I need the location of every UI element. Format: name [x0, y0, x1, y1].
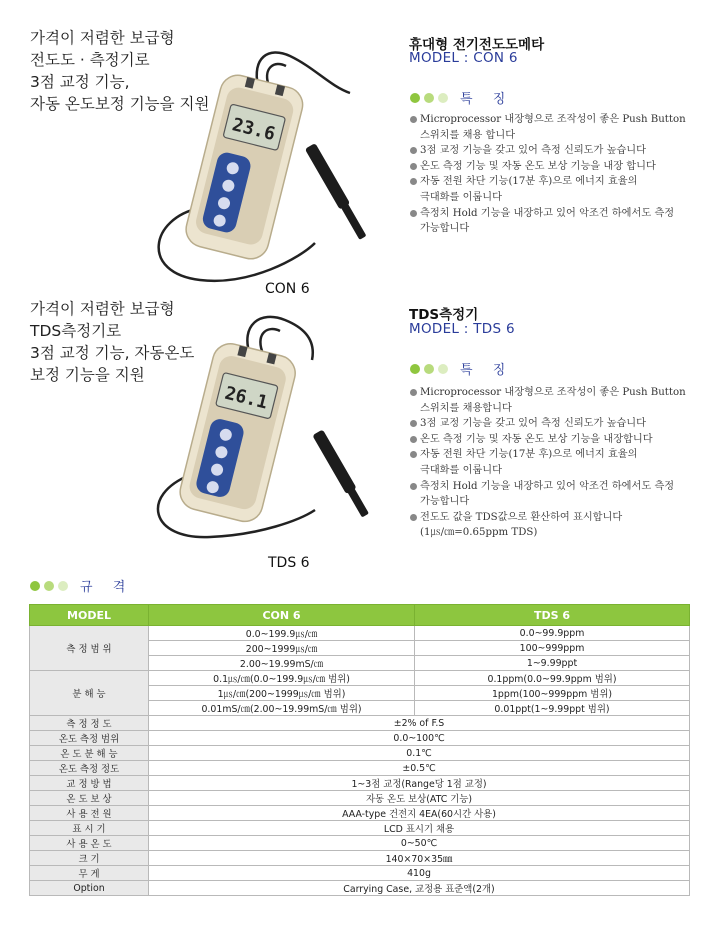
- feature-item: 3점 교정 기능을 갖고 있어 측정 신뢰도가 높습니다: [410, 143, 686, 159]
- tds6-intro-line: TDS측정기로: [30, 322, 122, 340]
- feature-item: 전도도 값을 TDS값으로 환산하여 표시합니다 (1㎲/㎝=0.65ppm TDS): [410, 510, 686, 541]
- tds6-features-label: 특 징: [460, 363, 514, 378]
- tds6-product-name: TDS 6: [268, 555, 310, 571]
- con6-intro-line: 전도도 · 측정기로: [30, 51, 150, 69]
- header-con6: CON 6: [149, 605, 415, 626]
- table-cell: 0.1℃: [149, 746, 690, 761]
- table-row: [30, 776, 690, 791]
- spec-section-label: 규 격: [80, 580, 134, 595]
- table-cell: 100~999ppm: [415, 641, 690, 656]
- header-tds6: TDS 6: [415, 605, 690, 626]
- con6-intro-line: 가격이 저렴한 보급형: [30, 29, 175, 47]
- con6-product-name: CON 6: [265, 281, 310, 297]
- row-label: 사 용 온 도: [30, 836, 149, 851]
- table-cell: ±0.5℃: [149, 761, 690, 776]
- table-row: [30, 866, 690, 881]
- table-cell: ±2% of F.S: [149, 716, 690, 731]
- table-cell: 410g: [149, 866, 690, 881]
- con6-title: 휴대형 전기전도도메타: [409, 37, 545, 53]
- table-row: [30, 716, 690, 731]
- row-label: 사 용 전 원: [30, 806, 149, 821]
- table-cell: Carrying Case, 교정용 표준액(2개): [149, 881, 690, 896]
- table-cell: 0.0~199.9㎲/㎝: [149, 626, 415, 641]
- table-cell: 140×70×35㎜: [149, 851, 690, 866]
- row-label: 무 게: [30, 866, 149, 881]
- row-label: 측 정 정 도: [30, 716, 149, 731]
- table-row: [30, 806, 690, 821]
- bullet-dot: [438, 364, 448, 374]
- bullet-dot: [438, 93, 448, 103]
- row-label: 온도 측정 범위: [30, 731, 149, 746]
- spec-heading: [30, 576, 133, 595]
- table-cell: 0.1㎲/㎝(0.0~199.9㎲/㎝ 범위): [149, 671, 415, 686]
- bullet-dot: [410, 364, 420, 374]
- bullet-dot: [424, 93, 434, 103]
- row-label: 온 도 분 해 능: [30, 746, 149, 761]
- feature-item: 측정치 Hold 기능을 내장하고 있어 악조건 하에서도 측정 가능합니다: [410, 479, 686, 510]
- con6-features-heading: [410, 88, 513, 107]
- tds6-title: TDS측정기: [409, 307, 479, 323]
- table-cell: 자동 온도 보상(ATC 기능): [149, 791, 690, 806]
- table-cell: 2.00~19.99mS/㎝: [149, 656, 415, 671]
- con6-display-value: 23.6: [230, 114, 278, 146]
- tds6-intro-line: 보정 기능을 지원: [30, 366, 145, 384]
- con6-features-label: 특 징: [460, 92, 514, 107]
- table-row: [30, 761, 690, 776]
- table-row: [30, 791, 690, 806]
- feature-item: 자동 전원 차단 기능(17분 후)으로 에너지 효율의 극대화를 이룹니다: [410, 174, 686, 205]
- tds6-feature-list: [410, 385, 686, 541]
- con6-meter-image: [140, 38, 390, 288]
- table-row: [30, 836, 690, 851]
- tds6-intro-line: 3점 교정 기능, 자동온도: [30, 344, 195, 362]
- row-label: Option: [30, 881, 149, 896]
- bullet-dot: [410, 93, 420, 103]
- table-cell: 0.0~99.9ppm: [415, 626, 690, 641]
- table-row: [30, 851, 690, 866]
- row-label: 표 시 기: [30, 821, 149, 836]
- table-row: [30, 821, 690, 836]
- bullet-dot: [58, 581, 68, 591]
- spec-table: [29, 604, 690, 896]
- table-cell: 0.01mS/㎝(2.00~19.99mS/㎝ 범위): [149, 701, 415, 716]
- table-header-row: [30, 605, 690, 626]
- table-cell: 0.1ppm(0.0~99.9ppm 범위): [415, 671, 690, 686]
- bullet-dot: [424, 364, 434, 374]
- table-row: [30, 881, 690, 896]
- tds6-model: MODEL : TDS 6: [409, 321, 515, 337]
- header-model: MODEL: [30, 605, 149, 626]
- feature-item: 온도 측정 기능 및 자동 온도 보상 기능을 내장 합니다: [410, 159, 686, 175]
- tds6-display-value: 26.1: [222, 382, 270, 414]
- table-cell: 0.0~100℃: [149, 731, 690, 746]
- row-label: 교 정 방 법: [30, 776, 149, 791]
- table-cell: 1㎲/㎝(200~1999㎲/㎝ 범위): [149, 686, 415, 701]
- feature-item: 측정치 Hold 기능을 내장하고 있어 악조건 하에서도 측정 가능합니다: [410, 206, 686, 237]
- con6-model: MODEL : CON 6: [409, 50, 518, 66]
- feature-item: 3점 교정 기능을 갖고 있어 측정 신뢰도가 높습니다: [410, 416, 686, 432]
- row-label: 크 기: [30, 851, 149, 866]
- table-row: [30, 626, 690, 641]
- bullet-dot: [44, 581, 54, 591]
- table-cell: 1~3점 교정(Range당 1점 교정): [149, 776, 690, 791]
- feature-item: Microprocessor 내장형으로 조작성이 좋은 Push Button 스위치를 채용합니다: [410, 385, 686, 416]
- table-cell: 1~9.99ppt: [415, 656, 690, 671]
- table-cell: 200~1999㎲/㎝: [149, 641, 415, 656]
- feature-item: 자동 전원 차단 기능(17분 후)으로 에너지 효율의 극대화를 이룹니다: [410, 447, 686, 478]
- tds6-meter-image: [140, 305, 390, 545]
- table-cell: 0.01ppt(1~9.99ppt 범위): [415, 701, 690, 716]
- table-cell: AAA-type 건전지 4EA(60시간 사용): [149, 806, 690, 821]
- table-cell: LCD 표시기 채용: [149, 821, 690, 836]
- con6-intro-line: 3점 교정 기능,: [30, 73, 130, 91]
- bullet-dot: [30, 581, 40, 591]
- con6-intro-line: 자동 온도보정 기능을 지원: [30, 95, 210, 113]
- table-cell: 0~50℃: [149, 836, 690, 851]
- table-cell: 1ppm(100~999ppm 범위): [415, 686, 690, 701]
- table-row: [30, 731, 690, 746]
- feature-item: 온도 측정 기능 및 자동 온도 보상 기능을 내장합니다: [410, 432, 686, 448]
- row-label: 온 도 보 상: [30, 791, 149, 806]
- con6-feature-list: [410, 112, 686, 237]
- tds6-features-heading: [410, 359, 513, 378]
- row-label: 온도 측정 정도: [30, 761, 149, 776]
- row-label: 분 해 능: [30, 671, 149, 716]
- feature-item: Microprocessor 내장형으로 조작성이 좋은 Push Button 스위치를 채용 합니다: [410, 112, 686, 143]
- table-row: [30, 746, 690, 761]
- table-row: [30, 671, 690, 686]
- tds6-intro-line: 가격이 저렴한 보급형: [30, 300, 175, 318]
- row-label: 측 정 범 위: [30, 626, 149, 671]
